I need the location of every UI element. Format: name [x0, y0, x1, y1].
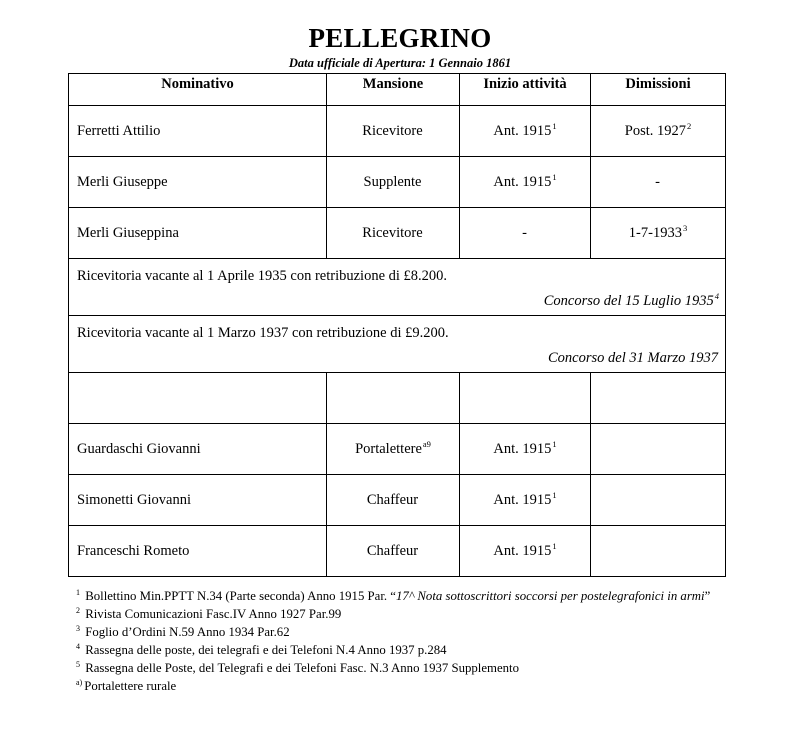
- cell-nominativo: Simonetti Giovanni: [69, 475, 327, 526]
- footnote: $^3$ Foglio d’Ordini N.59 Anno 1934 Par.62: [76, 624, 290, 639]
- cell-nominativo: Ferretti Attilio: [69, 106, 327, 157]
- vacancy-note: [69, 316, 726, 373]
- concorso-text: Concorso del 15 Luglio 1935$^4$: [543, 291, 719, 309]
- cell-inizio-attivita: Ant. 1915$^1$: [460, 106, 591, 157]
- table-row: [69, 157, 726, 208]
- cell-nominativo: Merli Giuseppe: [69, 157, 327, 208]
- vacancy-note: [69, 259, 726, 316]
- cell-dimissioni: Post. 1927$^2$: [591, 106, 726, 157]
- cell-dimissioni: [591, 475, 726, 526]
- cell-inizio-attivita: Ant. 1915$^1$: [460, 157, 591, 208]
- personnel-table: [68, 73, 726, 577]
- footnote: $^5$ Rassegna delle Poste, del Telegrafi e dei Telefoni Fasc. N.3 Anno 1937 Supplemento: [76, 660, 520, 675]
- table-header-row: [69, 74, 726, 106]
- cell-nominativo: Guardaschi Giovanni: [69, 424, 327, 475]
- vacancy-row: [69, 259, 726, 316]
- cell-nominativo: Merli Giuseppina: [69, 208, 327, 259]
- cell-mansione: Ricevitore: [327, 106, 460, 157]
- column-header-dimissioni: Dimissioni: [591, 74, 726, 106]
- cell-inizio-attivita: Ant. 1915$^1$: [460, 526, 591, 577]
- concorso-text: Concorso del 31 Marzo 1937: [548, 350, 718, 366]
- cell-empty: [591, 373, 726, 424]
- cell-mansione: Chaffeur: [327, 475, 460, 526]
- footnote: $^2$ Rivista Comunicazioni Fasc.IV Anno 1927 Par.99: [76, 606, 342, 621]
- footnote: $^1$ Bollettino Min.PPTT N.34 (Parte seconda) Anno 1915 Par. “17^ Nota sottoscrittori soccorsi per postelegrafonici in armi”: [76, 588, 711, 603]
- cell-inizio-attivita: Ant. 1915$^1$: [460, 424, 591, 475]
- table-row: [69, 475, 726, 526]
- page-title: PELLEGRINO: [308, 23, 492, 53]
- table-row: [69, 208, 726, 259]
- empty-row: [69, 373, 726, 424]
- footnotes: [76, 588, 736, 696]
- table-row: [69, 526, 726, 577]
- table-row: [69, 424, 726, 475]
- cell-mansione: Portalettere$^{a9}$: [327, 424, 460, 475]
- opening-date-subtitle: Data ufficiale di Apertura: 1 Gennaio 1861: [288, 56, 512, 70]
- cell-inizio-attivita: Ant. 1915$^1$: [460, 475, 591, 526]
- cell-dimissioni: 1-7-1933$^3$: [591, 208, 726, 259]
- cell-mansione: Ricevitore: [327, 208, 460, 259]
- cell-empty: [460, 373, 591, 424]
- cell-empty: [327, 373, 460, 424]
- cell-nominativo: Franceschi Rometo: [69, 526, 327, 577]
- vacancy-text: Ricevitoria vacante al 1 Aprile 1935 con retribuzione di £8.200.: [77, 268, 448, 284]
- vacancy-text: Ricevitoria vacante al 1 Marzo 1937 con retribuzione di £9.200.: [77, 325, 449, 341]
- column-header-nominativo: Nominativo: [69, 74, 327, 106]
- column-header-inizio-attivita: Inizio attività: [460, 74, 591, 106]
- cell-inizio-attivita: -: [460, 208, 591, 259]
- table-row: [69, 106, 726, 157]
- cell-mansione: Supplente: [327, 157, 460, 208]
- cell-dimissioni: [591, 424, 726, 475]
- column-header-mansione: Mansione: [327, 74, 460, 106]
- cell-empty: [69, 373, 327, 424]
- footnote: $^4$ Rassegna delle poste, dei telegrafi e dei Telefoni N.4 Anno 1937 p.284: [76, 642, 447, 657]
- cell-dimissioni: [591, 526, 726, 577]
- footnote: $^{a)}$ Portalettere rurale: [76, 678, 177, 693]
- vacancy-row: [69, 316, 726, 373]
- cell-mansione: Chaffeur: [327, 526, 460, 577]
- cell-dimissioni: -: [591, 157, 726, 208]
